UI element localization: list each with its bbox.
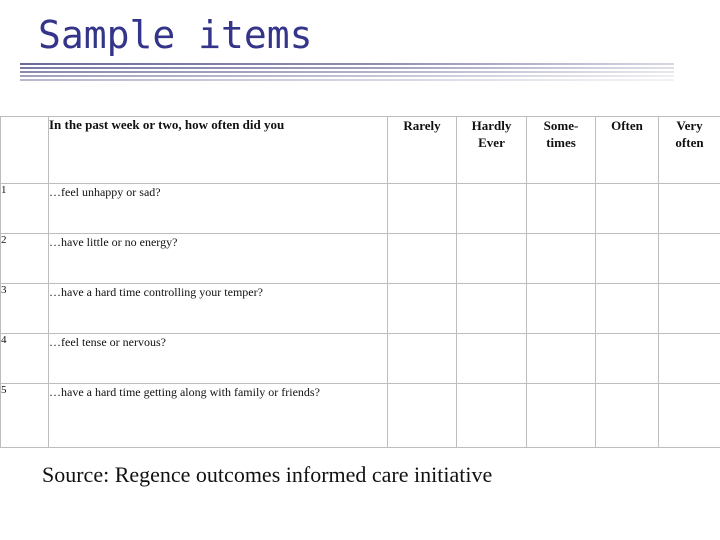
response-cell-often[interactable] — [596, 284, 659, 334]
table-header-row — [1, 117, 720, 184]
table-row — [1, 184, 720, 234]
response-cell-hardly-ever[interactable] — [457, 184, 527, 234]
option-header-very-often: Very often — [659, 117, 720, 184]
item-number: 5 — [1, 384, 49, 448]
response-cell-often[interactable] — [596, 234, 659, 284]
response-cell-hardly-ever[interactable] — [457, 284, 527, 334]
survey-items-table — [0, 116, 720, 448]
table-row — [1, 284, 720, 334]
table-row — [1, 334, 720, 384]
response-cell-rarely[interactable] — [388, 384, 457, 448]
item-number: 2 — [1, 234, 49, 284]
response-cell-rarely[interactable] — [388, 284, 457, 334]
option-header-often: Often — [596, 117, 659, 184]
option-header-rarely: Rarely — [388, 117, 457, 184]
source-citation: Source: Regence outcomes informed care initiative — [42, 462, 493, 487]
response-cell-hardly-ever[interactable] — [457, 384, 527, 448]
response-cell-very-often[interactable] — [659, 184, 720, 234]
title-underline-decoration — [20, 63, 674, 85]
response-cell-sometimes[interactable] — [527, 184, 596, 234]
item-question: …have a hard time getting along with family or friends? — [49, 384, 388, 448]
option-header-hardly-ever: Hardly Ever — [457, 117, 527, 184]
table-row — [1, 234, 720, 284]
response-cell-hardly-ever[interactable] — [457, 334, 527, 384]
item-number: 4 — [1, 334, 49, 384]
response-cell-sometimes[interactable] — [527, 234, 596, 284]
item-question: …feel tense or nervous? — [49, 334, 388, 384]
response-cell-sometimes[interactable] — [527, 334, 596, 384]
response-cell-rarely[interactable] — [388, 334, 457, 384]
response-cell-very-often[interactable] — [659, 234, 720, 284]
table-row — [1, 384, 720, 448]
option-header-sometimes: Some- times — [527, 117, 596, 184]
number-column-header — [1, 117, 49, 184]
response-cell-rarely[interactable] — [388, 184, 457, 234]
response-cell-rarely[interactable] — [388, 234, 457, 284]
slide-title: Sample items — [38, 13, 313, 57]
response-cell-very-often[interactable] — [659, 334, 720, 384]
response-cell-sometimes[interactable] — [527, 284, 596, 334]
question-column-header: In the past week or two, how often did you — [49, 117, 388, 184]
item-question: …feel unhappy or sad? — [49, 184, 388, 234]
response-cell-often[interactable] — [596, 384, 659, 448]
response-cell-sometimes[interactable] — [527, 384, 596, 448]
response-cell-often[interactable] — [596, 334, 659, 384]
response-cell-very-often[interactable] — [659, 284, 720, 334]
item-question: …have a hard time controlling your temper? — [49, 284, 388, 334]
item-number: 3 — [1, 284, 49, 334]
item-question: …have little or no energy? — [49, 234, 388, 284]
response-cell-very-often[interactable] — [659, 384, 720, 448]
response-cell-hardly-ever[interactable] — [457, 234, 527, 284]
response-cell-often[interactable] — [596, 184, 659, 234]
item-number: 1 — [1, 184, 49, 234]
